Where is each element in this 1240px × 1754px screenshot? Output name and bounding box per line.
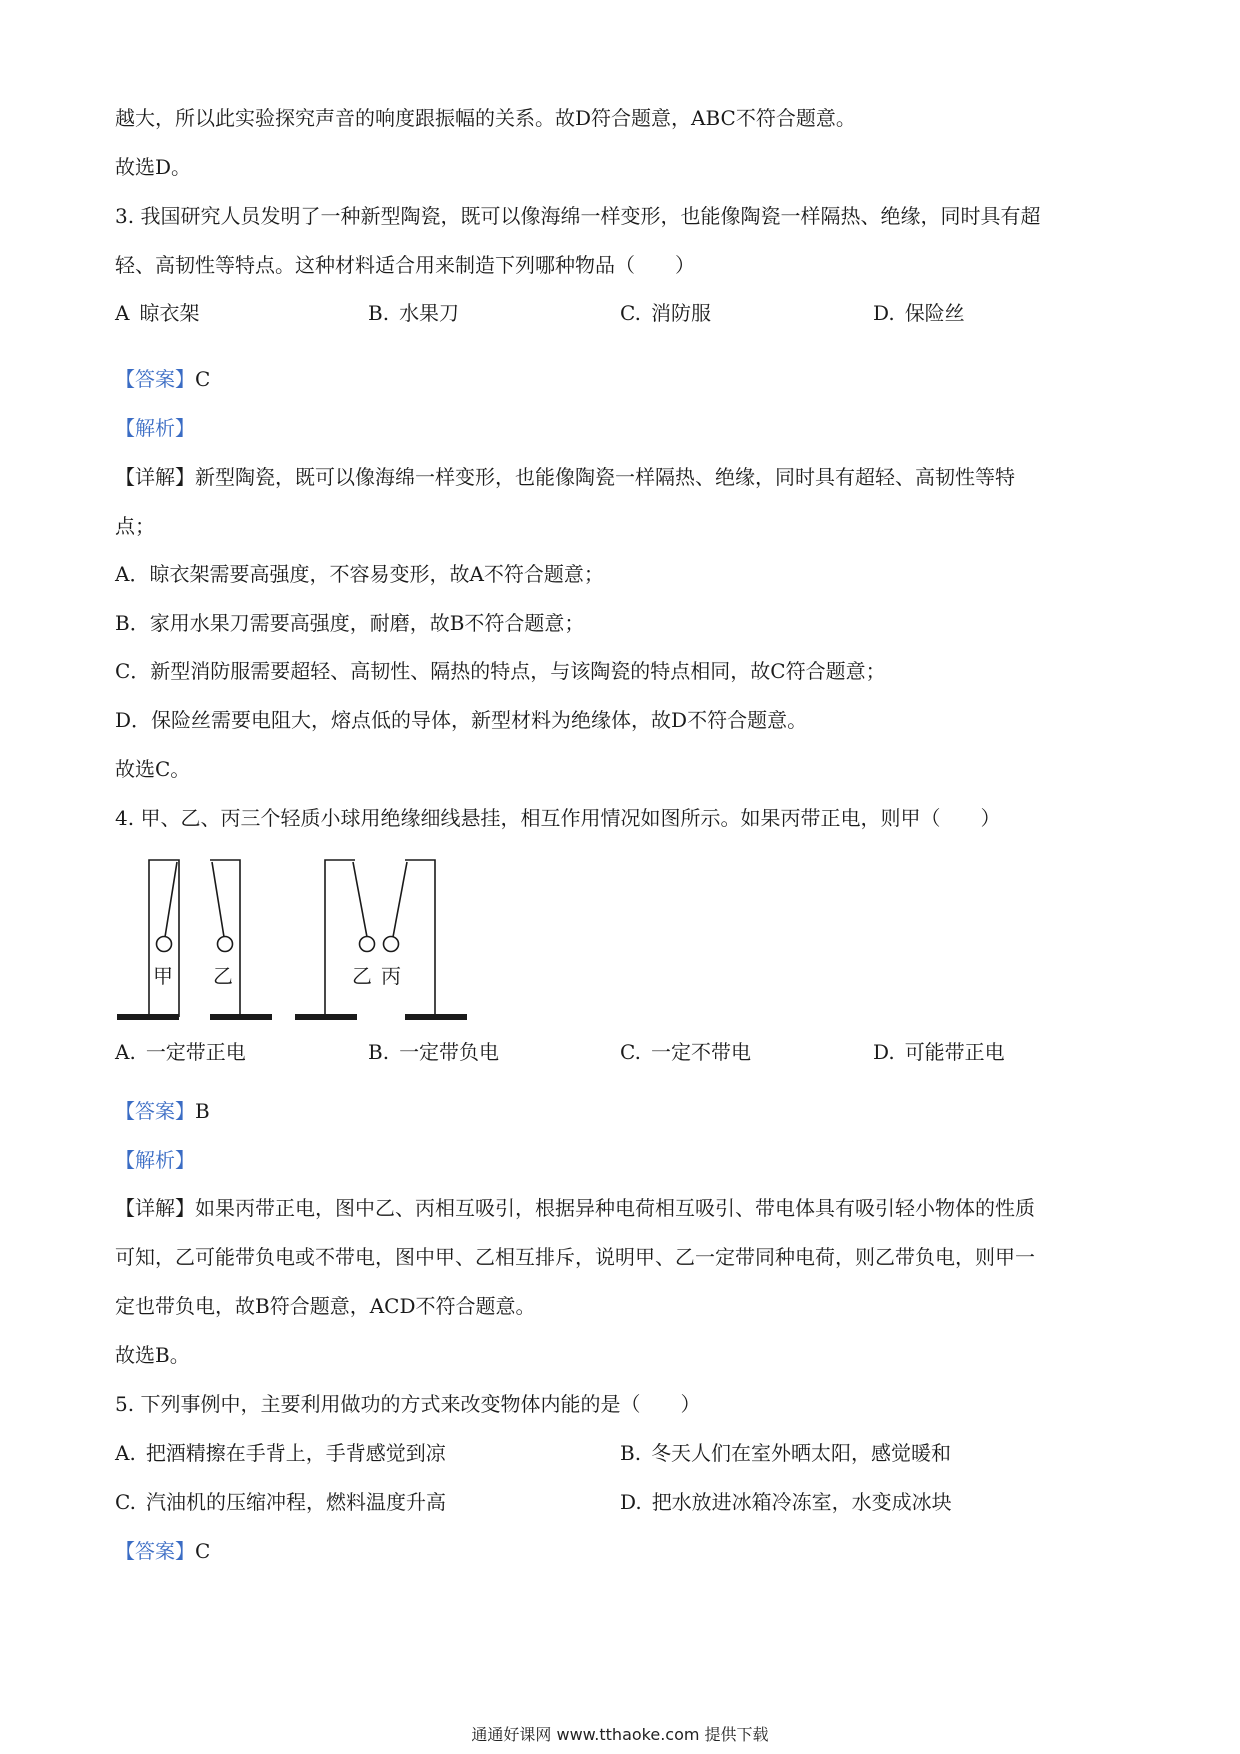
option-letter: A.: [115, 1040, 136, 1064]
option-text: 把水放进冰箱冷冻室，水变成冰块: [651, 1490, 952, 1514]
q5-option-d: [620, 1490, 952, 1514]
option-letter: D.: [873, 301, 895, 325]
q4-option-d: [873, 1040, 1005, 1064]
analysis-tag: 【解析】: [115, 416, 195, 440]
q5-option-b: [620, 1441, 951, 1465]
figure-label: 乙: [213, 964, 233, 988]
figure-label: 丙: [381, 964, 401, 988]
q3-option-b: [368, 301, 459, 325]
detail-line: B．家用水果刀需要高强度，耐磨，故B不符合题意；: [115, 611, 585, 635]
answer-line: [115, 1099, 210, 1123]
detail-tag: 【详解】: [115, 465, 195, 489]
thread: [393, 862, 407, 937]
paragraph-line: 故选D。: [115, 155, 192, 179]
option-letter: A: [115, 301, 130, 325]
q4-option-b: [368, 1040, 499, 1064]
question-4-stem: 4. 甲、乙、丙三个轻质小球用绝缘细线悬挂，相互作用情况如图所示。如果丙带正电，则甲（ ）: [115, 806, 1001, 830]
stand-frame: [325, 860, 355, 1017]
answer-value: B: [195, 1099, 210, 1123]
answer-value: C: [195, 1539, 211, 1563]
option-text: 一定带负电: [399, 1040, 500, 1064]
option-text: 一定不带电: [650, 1040, 751, 1064]
q3-option-d: [873, 301, 965, 325]
thread: [212, 862, 224, 937]
answer-tag: 【答案】: [115, 1099, 195, 1123]
answer-line: [115, 1539, 210, 1563]
question-3-stem: 3. 我国研究人员发明了一种新型陶瓷，既可以像海绵一样变形，也能像陶瓷一样隔热、绝缘，同时具有超: [115, 204, 1041, 228]
question-3-stem: 轻、高韧性等特点。这种材料适合用来制造下列哪种物品（ ）: [115, 253, 695, 277]
option-letter: B.: [368, 1040, 390, 1064]
detail-line: A．晾衣架需要高强度，不容易变形，故A不符合题意；: [115, 562, 604, 586]
ball-jia: [157, 937, 172, 952]
option-letter: C.: [620, 301, 641, 325]
option-letter: B.: [620, 1441, 642, 1465]
option-text: 冬天人们在室外晒太阳，感觉暖和: [651, 1441, 952, 1465]
option-letter: D.: [873, 1040, 895, 1064]
detail-text: 新型陶瓷，既可以像海绵一样变形，也能像陶瓷一样隔热、绝缘，同时具有超轻、高韧性等特: [195, 465, 1015, 489]
ball-yi: [218, 937, 233, 952]
option-text: 水果刀: [399, 301, 460, 325]
thread: [353, 862, 367, 937]
thread: [165, 862, 177, 937]
analysis-tag: 【解析】: [115, 1148, 195, 1172]
option-letter: C.: [115, 1490, 136, 1514]
q5-option-c: [115, 1490, 446, 1514]
q3-option-a: [115, 301, 199, 325]
paragraph-line: 故选B。: [115, 1343, 190, 1367]
option-text: 保险丝: [904, 301, 965, 325]
option-text: 晾衣架: [139, 301, 200, 325]
detail-text: 如果丙带正电，图中乙、丙相互吸引，根据异种电荷相互吸引、带电体具有吸引轻小物体的性质: [195, 1196, 1035, 1220]
option-letter: C.: [620, 1040, 641, 1064]
detail-line: 点；: [115, 514, 155, 538]
pendulum-figure: [115, 855, 475, 1025]
option-letter: D.: [620, 1490, 642, 1514]
stand-frame: [405, 860, 435, 1017]
q3-option-c: [620, 301, 711, 325]
detail-line: 定也带负电，故B符合题意，ACD不符合题意。: [115, 1294, 536, 1318]
stand-base: [295, 1014, 357, 1020]
option-text: 可能带正电: [904, 1040, 1005, 1064]
paragraph-line: 故选C。: [115, 757, 191, 781]
answer-tag: 【答案】: [115, 1539, 195, 1563]
detail-line: [115, 465, 1015, 489]
answer-line: [115, 367, 210, 391]
option-letter: A.: [115, 1441, 136, 1465]
detail-line: D．保险丝需要电阻大，熔点低的导体，新型材料为绝缘体，故D不符合题意。: [115, 708, 808, 732]
detail-line: [115, 1196, 1035, 1220]
question-5-stem: 5. 下列事例中，主要利用做功的方式来改变物体内能的是（ ）: [115, 1392, 701, 1416]
option-text: 汽油机的压缩冲程，燃料温度升高: [145, 1490, 446, 1514]
answer-tag: 【答案】: [115, 367, 195, 391]
figure-label: 甲: [153, 964, 173, 988]
detail-line: 可知，乙可能带负电或不带电，图中甲、乙相互排斥，说明甲、乙一定带同种电荷，则乙带负电，则甲一: [115, 1245, 1035, 1269]
answer-value: C: [195, 367, 211, 391]
q4-option-c: [620, 1040, 751, 1064]
detail-tag: 【详解】: [115, 1196, 195, 1220]
ball-bing: [384, 937, 399, 952]
option-text: 消防服: [650, 301, 711, 325]
detail-line: C．新型消防服需要超轻、高韧性、隔热的特点，与该陶瓷的特点相同，故C符合题意；: [115, 659, 886, 683]
stand-base: [210, 1014, 272, 1020]
option-letter: B.: [368, 301, 390, 325]
ball-yi: [360, 937, 375, 952]
figure-label: 乙: [352, 964, 372, 988]
q5-option-a: [115, 1441, 446, 1465]
option-text: 把酒精擦在手背上，手背感觉到凉: [145, 1441, 446, 1465]
stand-base: [117, 1014, 179, 1020]
q4-option-a: [115, 1040, 246, 1064]
stand-base: [405, 1014, 467, 1020]
paragraph-line: 越大，所以此实验探究声音的响度跟振幅的关系。故D符合题意，ABC不符合题意。: [115, 106, 856, 130]
page-footer: 通通好课网 www.tthaoke.com 提供下载: [471, 1725, 769, 1744]
option-text: 一定带正电: [145, 1040, 246, 1064]
